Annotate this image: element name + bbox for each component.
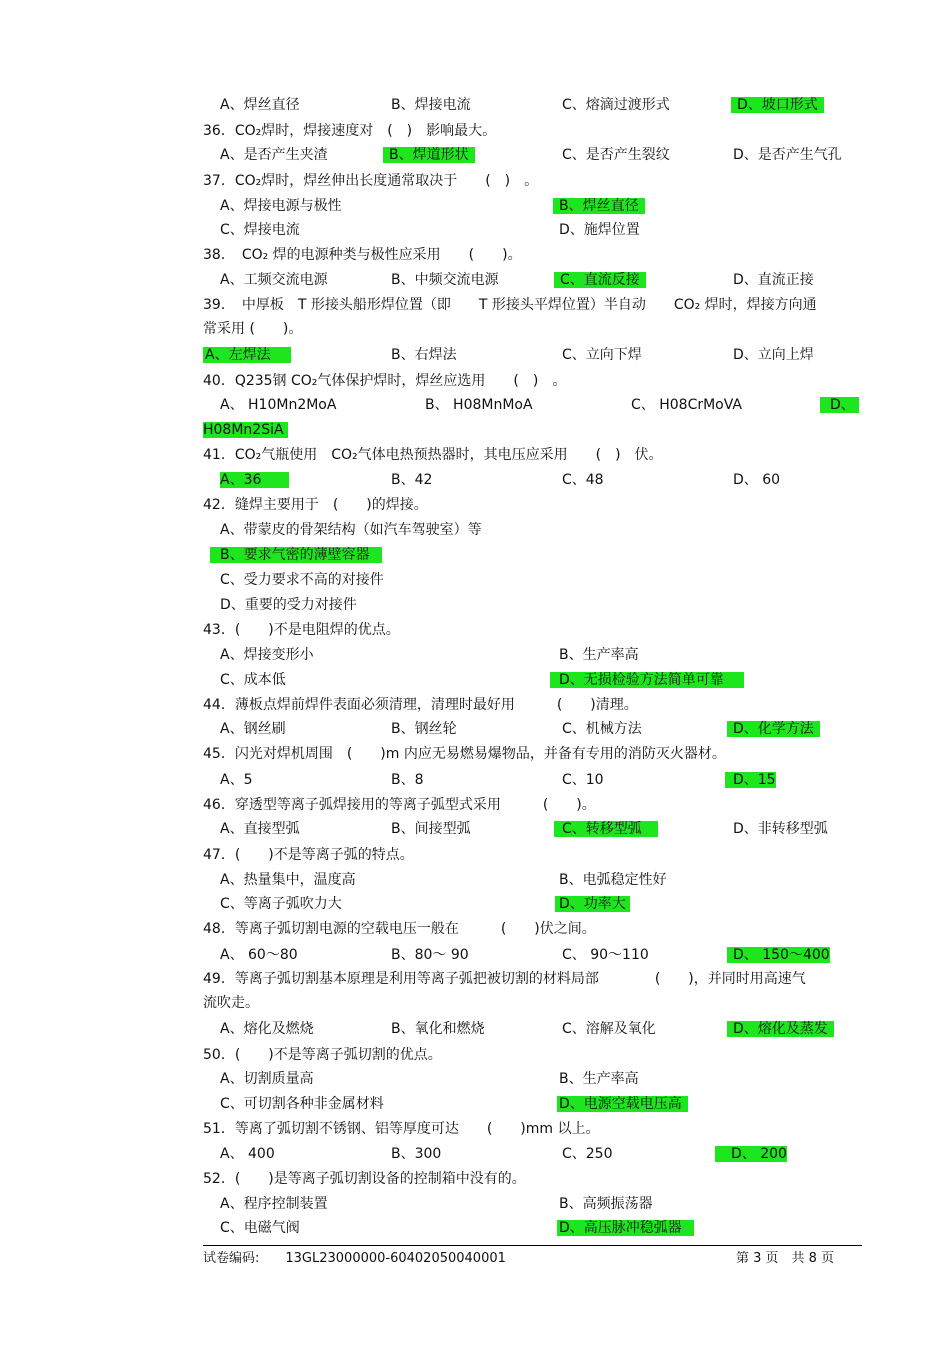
q44-option-c: C、机械方法 <box>562 721 642 737</box>
q38-option-c: C、直流反接 <box>554 272 646 288</box>
q51-option-a: A、 400 <box>220 1146 275 1162</box>
q46-option-c: C、转移型弧 <box>554 821 658 837</box>
q36-option-c: C、是否产生裂纹 <box>562 147 670 163</box>
q44-answer <box>727 719 820 739</box>
page-number: 第 3 页 共 8 页 <box>736 1251 835 1266</box>
q37-answer <box>553 196 645 216</box>
q36-option-d: D、是否产生气孔 <box>733 147 842 163</box>
q37-option-b: B、焊丝直径 <box>553 198 645 214</box>
q36-answer <box>383 145 475 165</box>
q41-option-c: C、48 <box>562 472 604 488</box>
q44-option-b: B、钢丝轮 <box>391 721 457 737</box>
q49-option-d: D、熔化及蒸发 <box>727 1021 834 1037</box>
footer-divider <box>203 1245 862 1246</box>
q40-option-d-label: D、 <box>820 397 859 413</box>
q40-option-a: A、 H10Mn2MoA <box>220 397 337 413</box>
q43-answer <box>550 670 744 690</box>
q35-option-c: C、熔滴过渡形式 <box>562 97 670 113</box>
q46-option-a: A、直接型弧 <box>220 821 300 837</box>
q48-option-b: B、80～ 90 <box>391 947 469 963</box>
q49-question-line2: 流吹走。 <box>203 995 259 1011</box>
q38-answer <box>554 270 646 290</box>
q50-question: 50．( )不是等离子弧切割的优点。 <box>203 1047 442 1063</box>
q39-option-c: C、立向下焊 <box>562 347 642 363</box>
q47-option-a: A、热量集中，温度高 <box>220 872 356 888</box>
q51-option-c: C、250 <box>562 1146 613 1162</box>
q42-question: 42．缝焊主要用于 ( )的焊接。 <box>203 497 428 513</box>
q42-option-a: A、带蒙皮的骨架结构（如汽车驾驶室）等 <box>220 522 482 538</box>
q50-option-a: A、切割质量高 <box>220 1071 314 1087</box>
q41-question: 41．CO₂气瓶使用 CO₂气体电热预热器时，其电压应采用 ( ) 伏。 <box>203 447 663 463</box>
q42-option-c: C、受力要求不高的对接件 <box>220 572 384 588</box>
q41-option-a: A、36 <box>220 472 289 488</box>
q40-answer-value <box>203 420 288 440</box>
q39-option-b: B、右焊法 <box>391 347 457 363</box>
q45-option-a: A、5 <box>220 772 253 788</box>
q43-option-a: A、焊接变形小 <box>220 647 314 663</box>
q40-option-b: B、 H08MnMoA <box>425 397 533 413</box>
q36-question: 36．CO₂焊时，焊接速度对 ( ) 影响最大。 <box>203 123 497 139</box>
q44-option-d: D、化学方法 <box>727 721 820 737</box>
q49-option-b: B、氧化和燃烧 <box>391 1021 485 1037</box>
q46-option-b: B、间接型弧 <box>391 821 471 837</box>
q43-option-c: C、成本低 <box>220 672 286 688</box>
q39-option-a: A、左焊法 <box>203 347 291 363</box>
q48-option-a: A、 60～80 <box>220 947 298 963</box>
q52-option-a: A、程序控制装置 <box>220 1196 328 1212</box>
q45-question: 45．闪光对焊机周围 ( )m 内应无易燃易爆物品，并备有专用的消防灭火器材。 <box>203 746 726 762</box>
q39-question-line1: 39． 中厚板 T 形接头船形焊位置（即 T 形接头平焊位置）半自动 CO₂ 焊时，焊接方向通 <box>203 297 817 313</box>
q38-option-a: A、工频交流电源 <box>220 272 328 288</box>
q49-question-line1: 49．等离子弧切割基本原理是利用等离子弧把被切割的材料局部 ( )，并同时用高速气 <box>203 971 806 987</box>
q37-option-a: A、焊接电源与极性 <box>220 198 342 214</box>
q48-answer <box>727 945 830 965</box>
q44-question: 44．薄板点焊前焊件表面必须清理，清理时最好用 ( )清理。 <box>203 697 638 713</box>
q36-option-a: A、是否产生夹渣 <box>220 147 328 163</box>
q41-answer <box>220 470 289 490</box>
q43-option-d: D、无损检验方法简单可靠 <box>550 672 744 688</box>
q43-question: 43．( )不是电阻焊的优点。 <box>203 622 400 638</box>
q43-option-b: B、生产率高 <box>559 647 639 663</box>
q48-option-d: D、 150～400 <box>727 947 830 963</box>
q42-option-b: B、要求气密的薄壁容器 <box>210 547 382 563</box>
q37-option-d: D、施焊位置 <box>559 222 640 238</box>
q40-answer-label <box>820 395 859 415</box>
q47-option-d: D、功率大 <box>555 896 630 912</box>
q52-option-c: C、电磁气阀 <box>220 1220 300 1236</box>
q51-answer <box>715 1144 787 1164</box>
q35-option-d: D、坡口形式 <box>731 97 824 113</box>
q40-option-d-value: H08Mn2SiA <box>203 422 288 438</box>
q40-question: 40．Q235钢 CO₂气体保护焊时，焊丝应选用 ( ) 。 <box>203 373 567 389</box>
q45-option-b: B、8 <box>391 772 424 788</box>
q39-answer <box>203 345 291 365</box>
q45-option-d: D、15 <box>725 772 776 788</box>
q42-option-d: D、重要的受力对接件 <box>220 597 357 613</box>
q47-answer <box>555 894 630 914</box>
q47-option-b: B、电弧稳定性好 <box>559 872 667 888</box>
q50-option-c: C、可切割各种非金属材料 <box>220 1096 384 1112</box>
q35-option-b: B、焊接电流 <box>391 97 471 113</box>
q38-option-d: D、直流正接 <box>733 272 814 288</box>
q49-option-a: A、熔化及燃烧 <box>220 1021 314 1037</box>
q42-answer <box>210 545 382 565</box>
q45-answer <box>725 770 776 790</box>
q41-option-d: D、 60 <box>733 472 781 488</box>
q52-option-d: D、高压脉冲稳弧器 <box>557 1220 694 1236</box>
q50-option-b: B、生产率高 <box>559 1071 639 1087</box>
q51-option-d: D、 200 <box>715 1146 787 1162</box>
q46-question: 46．穿透型等离子弧焊接用的等离子弧型式采用 ( )。 <box>203 797 596 813</box>
q37-option-c: C、焊接电流 <box>220 222 300 238</box>
q38-option-b: B、中频交流电源 <box>391 272 499 288</box>
q36-option-b: B、焊道形状 <box>383 147 475 163</box>
q51-question: 51．等离了弧切割不锈钢、铝等厚度可达 ( )mm 以上。 <box>203 1121 600 1137</box>
q47-question: 47．( )不是等离子弧的特点。 <box>203 847 414 863</box>
q44-option-a: A、钢丝刷 <box>220 721 286 737</box>
q51-option-b: B、300 <box>391 1146 442 1162</box>
q41-option-b: B、42 <box>391 472 433 488</box>
q52-question: 52．( )是等离子弧切割设备的控制箱中没有的。 <box>203 1171 526 1187</box>
q35-option-a: A、焊丝直径 <box>220 97 300 113</box>
q47-option-c: C、等离子弧吹力大 <box>220 896 342 912</box>
q50-answer <box>557 1094 688 1114</box>
q39-question-line2: 常采用 ( )。 <box>203 321 303 337</box>
q48-question: 48．等离子弧切割电源的空载电压一般在 ( )伏之间。 <box>203 921 596 937</box>
q39-option-d: D、立向上焊 <box>733 347 814 363</box>
q38-question: 38． CO₂ 焊的电源种类与极性应采用 ( )。 <box>203 247 522 263</box>
q37-question: 37．CO₂焊时，焊丝伸出长度通常取决于 ( ) 。 <box>203 173 539 189</box>
q48-option-c: C、 90～110 <box>562 947 649 963</box>
q46-option-d: D、非转移型弧 <box>733 821 828 837</box>
q49-option-c: C、溶解及氧化 <box>562 1021 656 1037</box>
q50-option-d: D、电源空载电压高 <box>557 1096 688 1112</box>
q45-option-c: C、10 <box>562 772 604 788</box>
q35-answer <box>731 95 824 115</box>
exam-code: 试卷编码: 13GL23000000-60402050040001 <box>203 1251 506 1266</box>
q46-answer <box>554 819 658 839</box>
q49-answer <box>727 1019 834 1039</box>
q40-option-c: C、 H08CrMoVA <box>631 397 743 413</box>
q52-option-b: B、高频振荡器 <box>559 1196 653 1212</box>
q52-answer <box>557 1218 694 1238</box>
